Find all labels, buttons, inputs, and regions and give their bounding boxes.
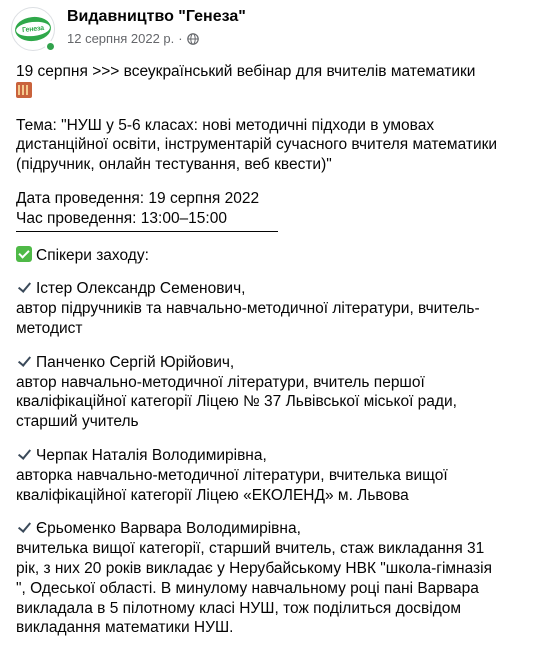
speaker-bio-line: викладала в 5 пілотному класі НУШ, тож поділиться досвідом xyxy=(16,599,462,617)
abacus-icon xyxy=(16,82,32,98)
speaker-name: Панченко Сергій Юрійович, xyxy=(36,353,235,371)
speaker-bio-line: автор навчально-методичної літератури, вчитель першої xyxy=(16,373,425,391)
page-name-link[interactable]: Видавництво "Генеза" xyxy=(67,8,246,25)
speaker-bio-line: рік, з них 20 років викладає у Нерубайському НВК "школа-гімназія xyxy=(16,559,492,577)
globe-icon[interactable] xyxy=(187,33,199,45)
speaker-bio-line: вчителька вищої категорії, старший вчитель, стаж викладання 31 xyxy=(16,540,485,558)
check-mark-icon xyxy=(16,353,32,369)
speakers-heading xyxy=(16,246,531,266)
title-emoji-line xyxy=(16,82,531,102)
geneza-logo xyxy=(14,15,52,43)
intro-line xyxy=(16,62,531,82)
online-status-dot xyxy=(45,41,56,52)
speaker-bio-line: автор підручників та навчально-методичної літератури, вчитель- xyxy=(16,300,480,318)
post-meta xyxy=(67,31,199,46)
speaker-bio-line: викладання математики НУШ. xyxy=(16,619,234,637)
speaker-name: Єрьоменко Варвара Володимирівна, xyxy=(36,520,301,538)
check-box-icon xyxy=(16,246,32,262)
logo-text: Генеза xyxy=(15,20,50,37)
check-mark-icon xyxy=(16,279,32,295)
post-body xyxy=(16,62,531,638)
post-header xyxy=(11,6,531,52)
topic-line: дистанційної освіти, інструментарій сучасного вчителя математики xyxy=(16,136,498,154)
speaker-name: Черпак Наталія Володимирівна, xyxy=(36,446,267,464)
speakers-heading-text: Спікери заходу: xyxy=(36,246,149,264)
topic-line: Тема: "НУШ у 5-6 класах: нові методичні підходи в умовах xyxy=(16,116,435,134)
speaker-block xyxy=(16,279,531,338)
check-mark-icon xyxy=(16,519,32,535)
speaker-bio-line: кваліфікаційної категорії Ліцею № 37 Львівської міської ради, xyxy=(16,393,457,411)
speaker-bio-line: ", Одеської області. В минулому навчальному році пані Варвара xyxy=(16,579,479,597)
speaker-block xyxy=(16,446,531,505)
event-date: Дата проведення: 19 серпня 2022 xyxy=(16,189,260,207)
meta-separator: · xyxy=(178,31,183,46)
speaker-bio-line: кваліфікаційної категорії Ліцею «ЕКОЛЕНД» м. Львова xyxy=(16,486,409,504)
intro-text: 19 серпня >>> всеукраїнський вебінар для вчителів математики xyxy=(16,63,476,80)
speaker-bio-line: методист xyxy=(16,319,83,337)
post-date-link[interactable]: 12 серпня 2022 р. xyxy=(67,31,175,46)
speaker-block xyxy=(16,519,531,638)
speaker-block xyxy=(16,353,531,432)
speaker-name: Істер Олександр Семенович, xyxy=(36,280,246,298)
event-time: Час проведення: 13:00–15:00 xyxy=(16,209,227,227)
topic-line: (підручник, онлайн тестування, веб квести)" xyxy=(16,156,332,174)
check-mark-icon xyxy=(16,446,32,462)
speaker-bio-line: старший учитель xyxy=(16,413,139,431)
speaker-bio-line: авторка навчально-методичної літератури, вчителька вищої xyxy=(16,466,448,484)
